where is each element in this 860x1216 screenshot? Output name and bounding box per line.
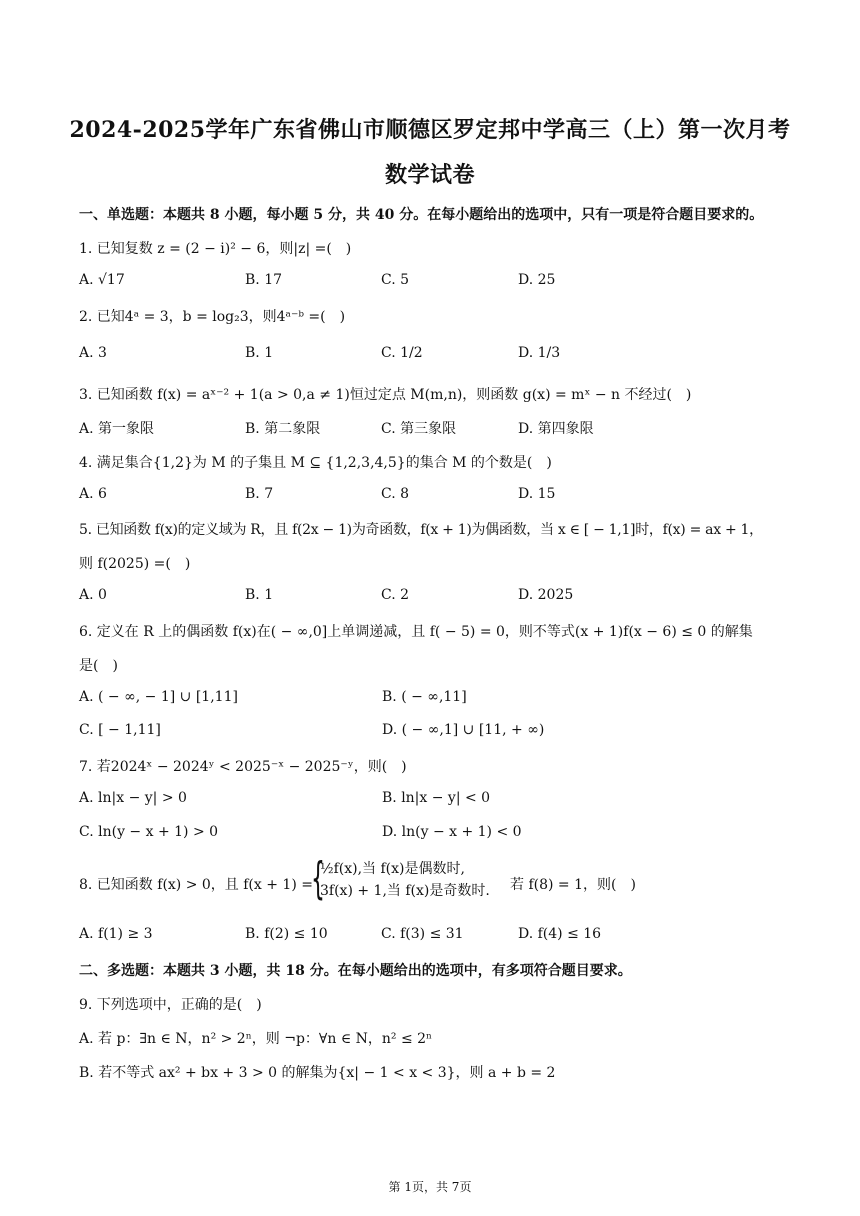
question-6-line-2: 是( ) [79,658,118,674]
question-5-line-2: 则 f(2025) =( ) [79,556,191,572]
question-8-stem: 8. 已知函数 f(x) > 0，且 f(x + 1) = [79,877,313,893]
q8-option-a: A. f(1) ≥ 3 [79,926,153,942]
q3-option-a: A. 第一象限 [79,421,155,437]
q2-option-a: A. 3 [79,345,107,361]
q6-option-d: D. ( − ∞,1] ∪ [11, + ∞) [382,722,545,738]
piecewise-case-even: ½f(x),当 f(x)是偶数时, [320,861,465,877]
q2-option-d: D. 1/3 [518,345,561,361]
q6-option-a: A. ( − ∞, − 1] ∪ [1,11] [79,689,238,705]
exam-title: 2024-2025学年广东省佛山市顺德区罗定邦中学高三（上）第一次月考 [69,117,791,143]
q9-option-b: B. 若不等式 ax² + bx + 3 > 0 的解集为{x| − 1 < x < 3}，则 a + b = 2 [79,1065,556,1081]
exam-subtitle: 数学试卷 [384,162,475,188]
piecewise-case-odd: 3f(x) + 1,当 f(x)是奇数时. [320,883,490,899]
piecewise-brace: { [311,853,325,904]
q5-option-a: A. 0 [79,587,107,603]
section-single-choice: 一、单选题：本题共 8 小题，每小题 5 分，共 40 分。在每小题给出的选项中，只有一项是符合题目要求的。 [79,207,764,223]
q7-option-d: D. ln(y − x + 1) < 0 [382,824,522,840]
q1-option-d: D. 25 [518,272,556,288]
q7-option-b: B. ln|x − y| < 0 [382,790,491,806]
q6-option-c: C. [ − 1,11] [79,722,161,738]
q8-option-c: C. f(3) ≤ 31 [381,926,464,942]
q1-option-a: A. √17 [79,272,125,288]
q3-option-d: D. 第四象限 [518,421,594,437]
section-multiple-choice: 二、多选题：本题共 3 小题，共 18 分。在每小题给出的选项中，有多项符合题目要求。 [79,963,632,979]
page-footer: 第 1页，共 7页 [388,1180,472,1194]
question-5-line-1: 5. 已知函数 f(x)的定义域为 R，且 f(2x − 1)为奇函数，f(x + 1)为偶函数，当 x ∈ [ − 1,1]时，f(x) = ax + 1， [79,522,763,538]
q4-option-c: C. 8 [381,486,410,502]
q4-option-a: A. 6 [79,486,107,502]
q5-option-b: B. 1 [245,587,274,603]
q4-option-b: B. 7 [245,486,274,502]
q5-option-d: D. 2025 [518,587,574,603]
q8-option-d: D. f(4) ≤ 16 [518,926,602,942]
q7-option-c: C. ln(y − x + 1) > 0 [79,824,219,840]
q3-option-b: B. 第二象限 [245,421,321,437]
question-3: 3. 已知函数 f(x) = aˣ⁻² + 1(a > 0,a ≠ 1)恒过定点 M(m,n)，则函数 g(x) = mˣ − n 不经过( ) [79,387,692,403]
q3-option-c: C. 第三象限 [381,421,457,437]
question-8-tail: 若 f(8) = 1，则( ) [510,877,636,893]
question-1: 1. 已知复数 z = (2 − i)² − 6，则|z| =( ) [79,241,352,257]
q2-option-b: B. 1 [245,345,274,361]
q4-option-d: D. 15 [518,486,556,502]
q1-option-c: C. 5 [381,272,410,288]
q2-option-c: C. 1/2 [381,345,423,361]
q6-option-b: B. ( − ∞,11] [382,689,467,705]
question-6-line-1: 6. 定义在 R 上的偶函数 f(x)在( − ∞,0]上单调递减，且 f( − 5) = 0，则不等式(x + 1)f(x − 6) ≤ 0 的解集 [79,624,753,640]
question-8-piecewise [320,858,490,902]
question-4: 4. 满足集合{1,2}为 M 的子集且 M ⊆ {1,2,3,4,5}的集合 M 的个数是( ) [79,455,552,471]
question-2: 2. 已知4ᵃ = 3，b = log₂3，则4ᵃ⁻ᵇ =( ) [79,309,346,325]
q5-option-c: C. 2 [381,587,410,603]
q7-option-a: A. ln|x − y| > 0 [79,790,187,806]
q9-option-a: A. 若 p：∃n ∈ N，n² > 2ⁿ，则 ¬p：∀n ∈ N，n² ≤ 2ⁿ [79,1031,433,1047]
q1-option-b: B. 17 [245,272,283,288]
q8-option-b: B. f(2) ≤ 10 [245,926,328,942]
question-9: 9. 下列选项中，正确的是( ) [79,997,262,1013]
question-7: 7. 若2024ˣ − 2024ʸ < 2025⁻ˣ − 2025⁻ʸ，则( ) [79,759,407,775]
